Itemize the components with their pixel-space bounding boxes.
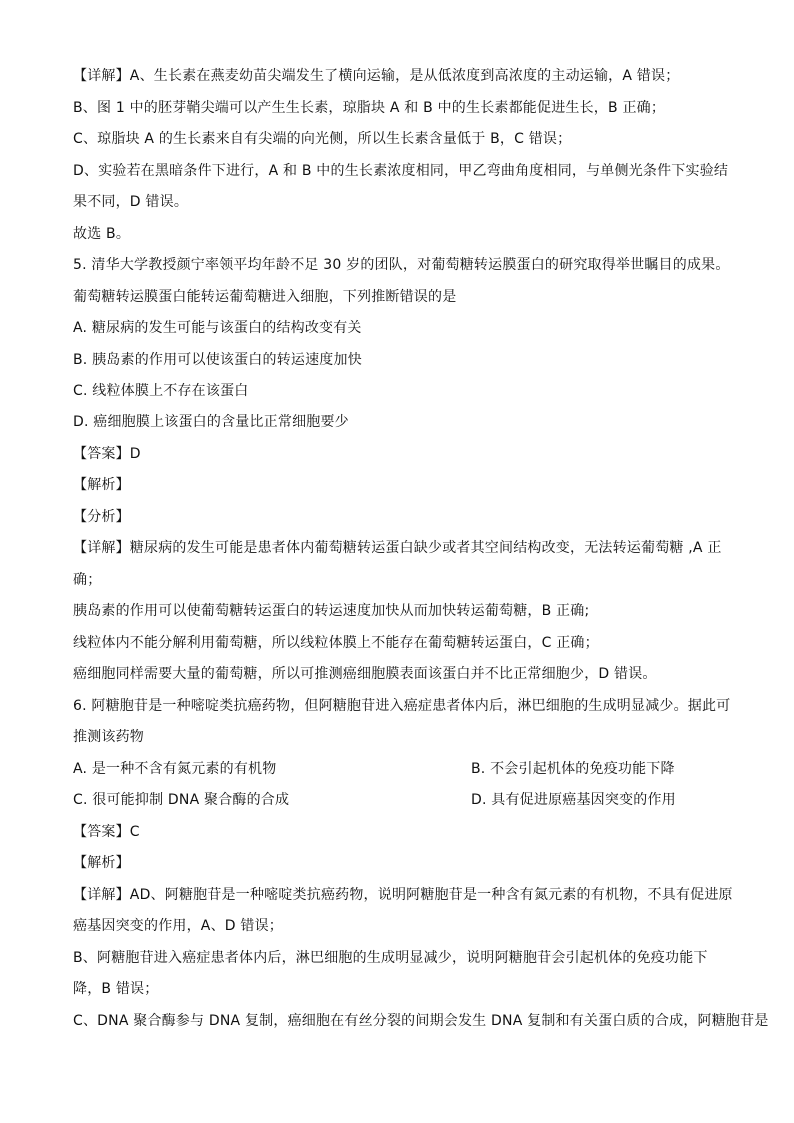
option-row [73, 790, 723, 810]
option-b: B. 不会引起机体的免疫功能下降 [471, 761, 675, 777]
option-a: A. 是一种不含有氮元素的有机物 [73, 761, 277, 777]
analysis-subheading: 【分析】 [73, 509, 130, 525]
text-line: 降，B 错误； [73, 981, 159, 997]
text-line: 故选 B。 [73, 226, 131, 242]
text-line: 【详解】AD、阿糖胞苷是一种嘧啶类抗癌药物，说明阿糖胞苷是一种含有氮元素的有机物，不具有促进原 [73, 887, 733, 903]
text-line: 癌细胞同样需要大量的葡萄糖，所以可推测癌细胞膜表面该蛋白并不比正常细胞少，D 错误。 [73, 666, 657, 682]
text-line: 【详解】A、生长素在燕麦幼苗尖端发生了横向运输，是从低浓度到高浓度的主动运输，A 错误； [73, 68, 680, 84]
text-line: 【详解】糖尿病的发生可能是患者体内葡萄糖转运蛋白缺少或者其空间结构改变，无法转运葡萄糖 ,A 正 [73, 540, 722, 556]
text-line: C、DNA 聚合酶参与 DNA 复制，癌细胞在有丝分裂的间期会发生 DNA 复制和有关蛋白质的合成，阿糖胞苷是 [73, 1013, 769, 1029]
option-row [73, 759, 723, 779]
option-c: C. 线粒体膜上不存在该蛋白 [73, 383, 249, 399]
text-line: 癌基因突变的作用，A、D 错误； [73, 918, 284, 934]
text-line: 线粒体内不能分解利用葡萄糖，所以线粒体膜上不能存在葡萄糖转运蛋白，C 正确； [73, 635, 599, 651]
question-stem: 5. 清华大学教授颜宁率领平均年龄不足 30 岁的团队，对葡萄糖转运膜蛋白的研究取得举世瞩目的成果。 [73, 257, 730, 273]
option-a: A. 糖尿病的发生可能与该蛋白的结构改变有关 [73, 320, 362, 336]
option-d: D. 具有促进原癌基因突变的作用 [471, 792, 676, 808]
question-stem: 推测该药物 [73, 729, 144, 745]
option-d: D. 癌细胞膜上该蛋白的含量比正常细胞要少 [73, 414, 349, 430]
option-b: B. 胰岛素的作用可以使该蛋白的转运速度加快 [73, 352, 362, 368]
text-line: 确； [73, 572, 102, 588]
analysis-label: 【解析】 [73, 855, 130, 871]
text-line: B、阿糖胞苷进入癌症患者体内后，淋巴细胞的生成明显减少，说明阿糖胞苷会引起机体的免疫功能下 [73, 950, 708, 966]
text-line: 果不同，D 错误。 [73, 194, 189, 210]
question-stem: 葡萄糖转运膜蛋白能转运葡萄糖进入细胞，下列推断错误的是 [73, 289, 457, 305]
text-line: B、图 1 中的胚芽鞘尖端可以产生生长素，琼脂块 A 和 B 中的生长素都能促进生长，B 正确； [73, 100, 666, 116]
answer-label: 【答案】D [73, 446, 141, 462]
analysis-label: 【解析】 [73, 477, 130, 493]
answer-label: 【答案】C [73, 824, 140, 840]
text-line: 胰岛素的作用可以使葡萄糖转运蛋白的转运速度加快从而加快转运葡萄糖，B 正确; [73, 603, 590, 619]
text-line: C、琼脂块 A 的生长素来自有尖端的向光侧，所以生长素含量低于 B，C 错误； [73, 131, 572, 147]
text-line: D、实验若在黑暗条件下进行，A 和 B 中的生长素浓度相同，甲乙弯曲角度相同，与单侧光条件下实验结 [73, 163, 729, 179]
option-c: C. 很可能抑制 DNA 聚合酶的合成 [73, 792, 290, 808]
question-stem: 6. 阿糖胞苷是一种嘧啶类抗癌药物，但阿糖胞苷进入癌症患者体内后，淋巴细胞的生成明显减少。据此可 [73, 698, 731, 714]
